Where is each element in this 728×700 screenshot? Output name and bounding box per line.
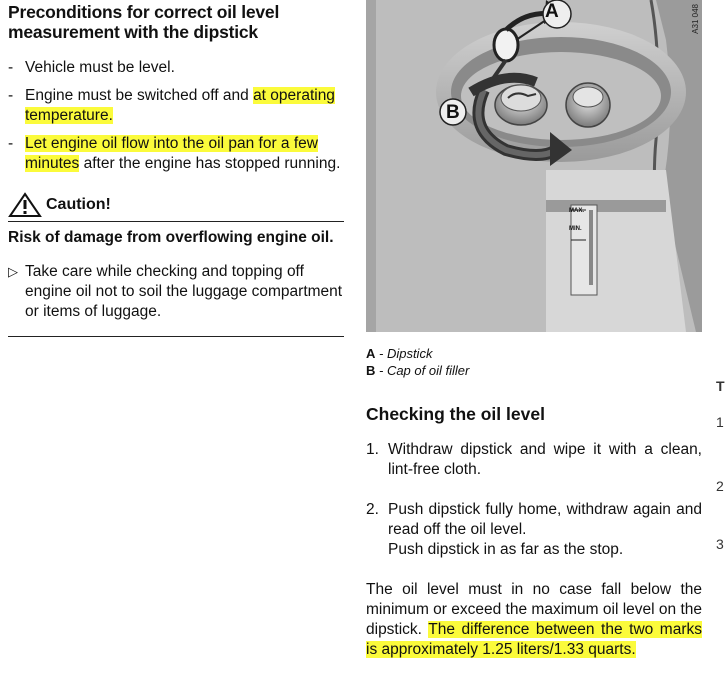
list-item — [366, 440, 702, 480]
oil-filler-diagram — [366, 0, 702, 332]
clipped-heading-fragment: T — [716, 378, 725, 394]
highlighted-text: The difference between the two marks is approximately 1.25 liters/1.33 quarts. — [366, 621, 702, 658]
section-heading-preconditions: Preconditions for correct oil level measurement with the dipstick — [8, 2, 280, 42]
step-extra-text: Push dipstick in as far as the stop. — [388, 541, 624, 558]
list-item — [366, 500, 702, 560]
highlighted-text: at operating temperature. — [25, 87, 335, 124]
preconditions-list — [8, 58, 344, 174]
section-heading-checking: Checking the oil level — [366, 404, 545, 424]
dipstick-max-label: MAX. — [569, 208, 584, 214]
action-item — [8, 262, 344, 322]
step-number: 1. — [366, 441, 379, 458]
left-column — [8, 0, 344, 337]
step-text: Withdraw dipstick and wipe it with a clean, lint-free cloth. — [388, 441, 702, 478]
risk-statement: Risk of damage from overflowing engine oil. — [8, 229, 334, 246]
oil-level-paragraph — [366, 580, 702, 660]
figure-label-b: B — [446, 102, 460, 123]
steps-list — [366, 440, 702, 580]
list-item — [8, 86, 344, 126]
action-text: Take care while checking and topping off engine oil not to soil the luggage compartment or items of luggage. — [25, 263, 343, 320]
highlighted-text: Let engine oil flow into the oil pan for a few minutes — [25, 135, 318, 172]
caption-key-a: A — [366, 346, 376, 361]
list-item-text: Vehicle must be level. — [25, 59, 175, 76]
divider — [8, 336, 344, 337]
caption-key-b: B — [366, 363, 376, 378]
clipped-number-fragment: 2 — [716, 478, 724, 494]
figure-caption — [366, 345, 469, 379]
engine-bay-illustration — [366, 0, 702, 332]
clipped-number-fragment: 1 — [716, 414, 724, 430]
clipped-number-fragment: 3 — [716, 536, 724, 552]
warning-triangle-icon — [8, 192, 42, 218]
list-item-text: after the engine has stopped running. — [79, 155, 341, 172]
list-item-text: Engine must be switched off and — [25, 87, 254, 104]
step-number: 2. — [366, 501, 379, 518]
list-item — [8, 58, 344, 78]
divider — [8, 221, 344, 222]
list-item — [8, 134, 344, 174]
caption-text-a: - Dipstick — [375, 346, 433, 361]
figure-code: A31 048 — [691, 4, 700, 34]
paragraph-text: The oil level must in no case fall below the minimum or exceed the maximum oil level on the dipstick. — [366, 581, 702, 638]
action-triangle-icon: ▷ — [8, 264, 18, 279]
figure-label-a: A — [545, 1, 559, 22]
dipstick-min-label: MIN. — [569, 226, 582, 232]
step-text: Push dipstick fully home, withdraw again and read off the oil level. — [388, 501, 702, 538]
caution-label: Caution! — [46, 196, 111, 213]
caution-header — [8, 192, 344, 218]
caption-text-b: - Cap of oil filler — [375, 363, 470, 378]
